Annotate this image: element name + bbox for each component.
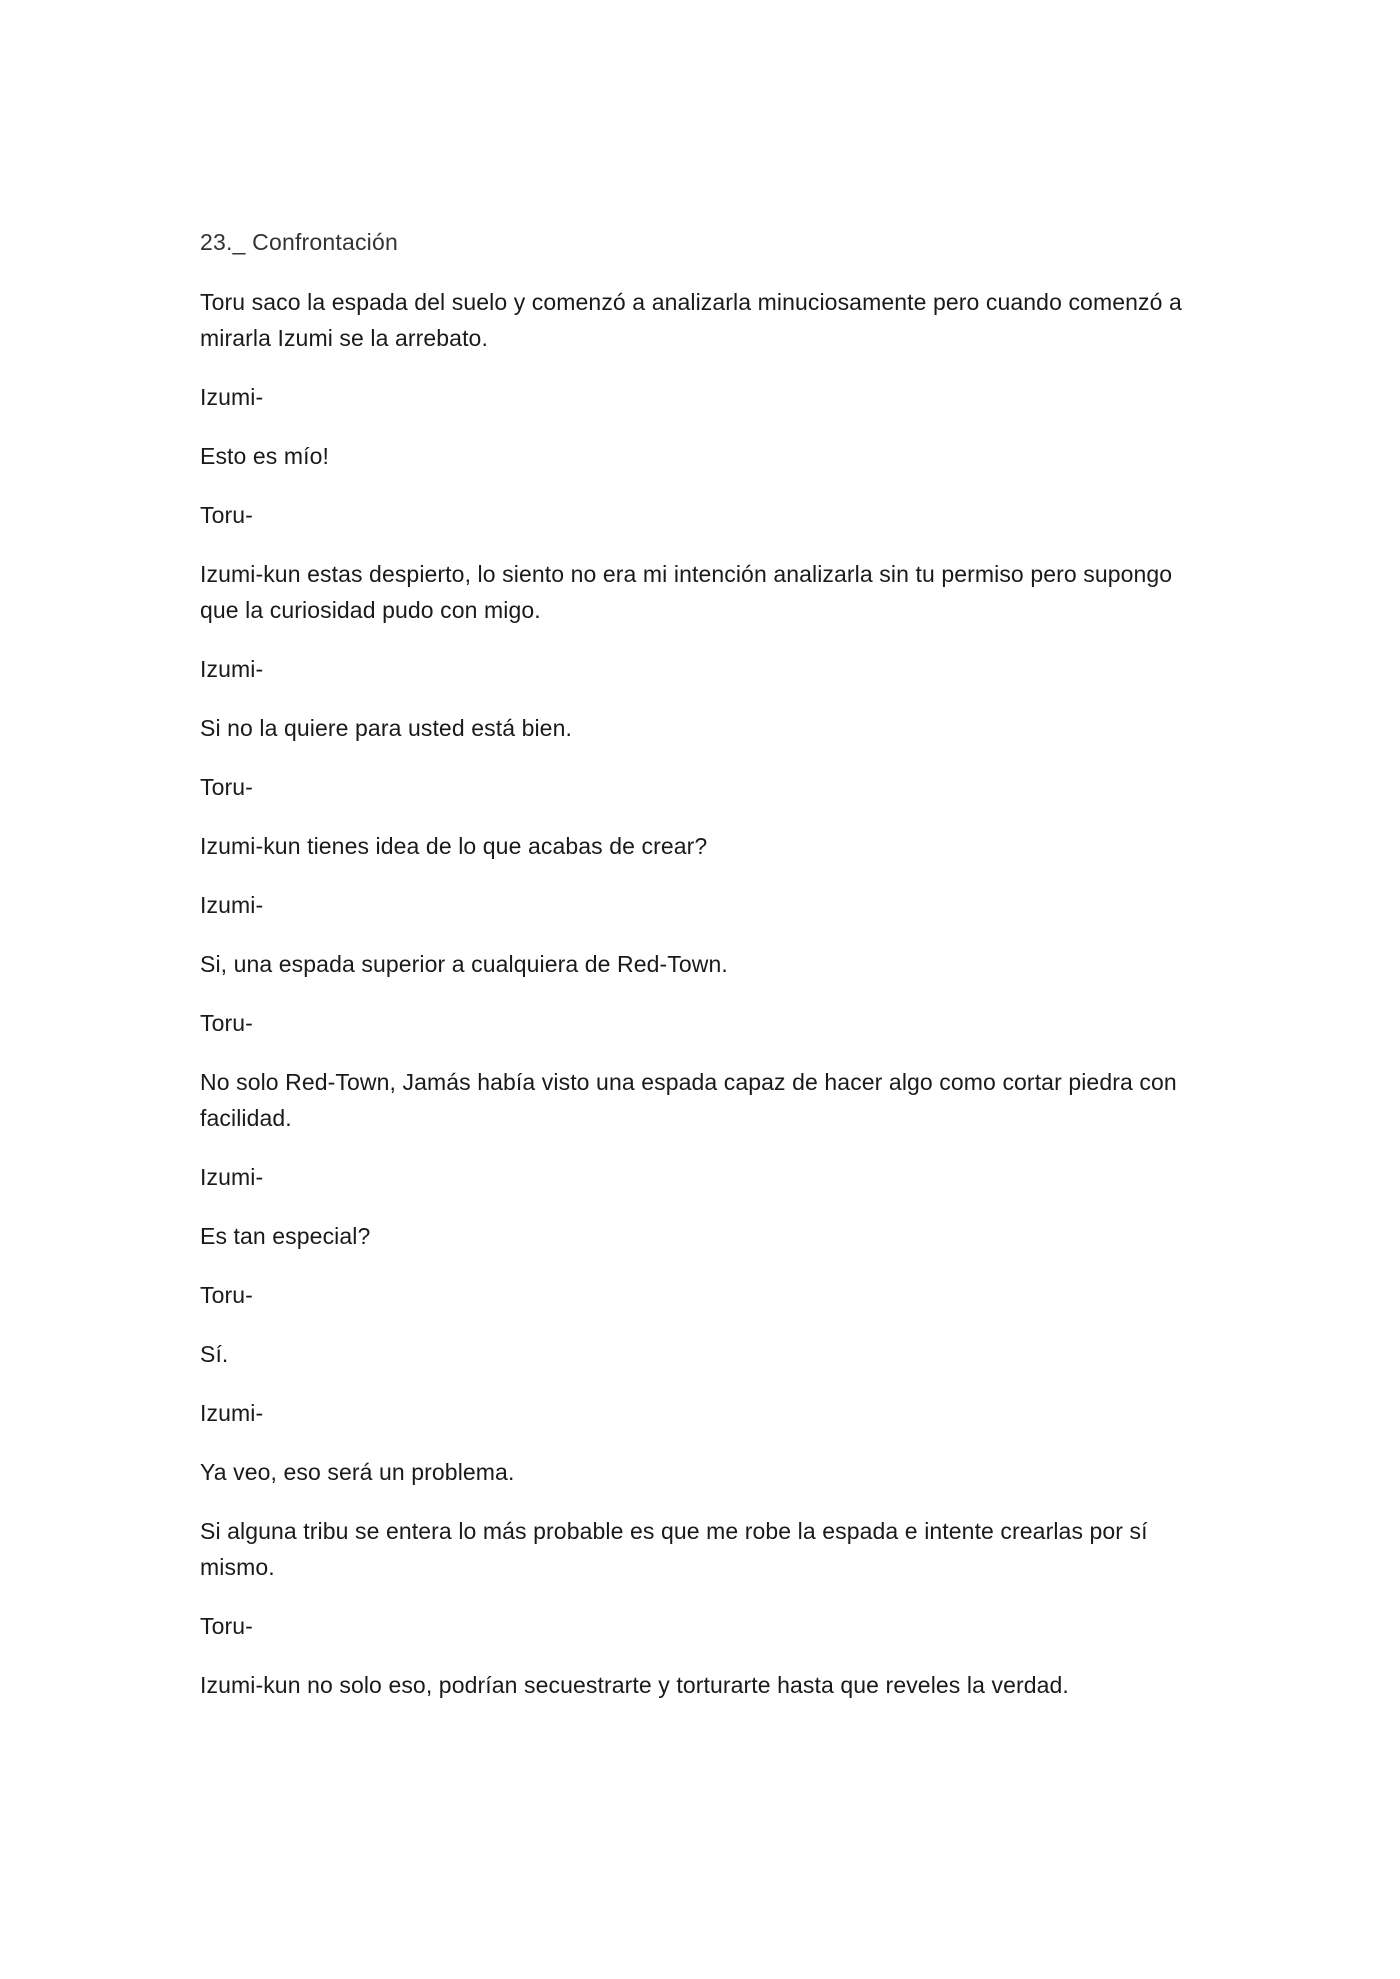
dialogue-line: Si no la quiere para usted está bien. — [200, 714, 572, 741]
dialogue-line: Izumi-kun no solo eso, podrían secuestrarte y torturarte hasta que reveles la verdad. — [200, 1671, 1069, 1698]
document-page — [200, 228, 1210, 1726]
speaker-label: Toru- — [200, 773, 253, 800]
dialogue-line: Si, una espada superior a cualquiera de Red-Town. — [200, 950, 728, 977]
speaker-label: Toru- — [200, 1281, 253, 1308]
speaker-label: Izumi- — [200, 891, 264, 918]
dialogue-line: Si alguna tribu se entera lo más probable es que me robe la espada e intente crearlas por sí mismo. — [200, 1517, 1148, 1580]
speaker-label: Izumi- — [200, 655, 264, 682]
speaker-label: Toru- — [200, 1009, 253, 1036]
dialogue-line: Sí. — [200, 1340, 229, 1367]
speaker-label: Izumi- — [200, 383, 264, 410]
dialogue-line: Es tan especial? — [200, 1222, 371, 1249]
narration-paragraph: Toru saco la espada del suelo y comenzó a analizarla minuciosamente pero cuando comenzó a mirarla Izumi se la arrebato. — [200, 288, 1182, 351]
speaker-label: Izumi- — [200, 1399, 264, 1426]
dialogue-line: Ya veo, eso será un problema. — [200, 1458, 515, 1485]
speaker-label: Izumi- — [200, 1163, 264, 1190]
speaker-label: Toru- — [200, 1612, 253, 1639]
speaker-label: Toru- — [200, 501, 253, 528]
dialogue-line: Izumi-kun estas despierto, lo siento no era mi intención analizarla sin tu permiso pero supongo que la curiosidad pudo con migo. — [200, 560, 1173, 623]
dialogue-line: No solo Red-Town, Jamás había visto una espada capaz de hacer algo como cortar piedra con facilidad. — [200, 1068, 1177, 1131]
dialogue-line: Esto es mío! — [200, 442, 330, 469]
dialogue-line: Izumi-kun tienes idea de lo que acabas de crear? — [200, 832, 708, 859]
chapter-title: 23._ Confrontación — [200, 229, 398, 255]
